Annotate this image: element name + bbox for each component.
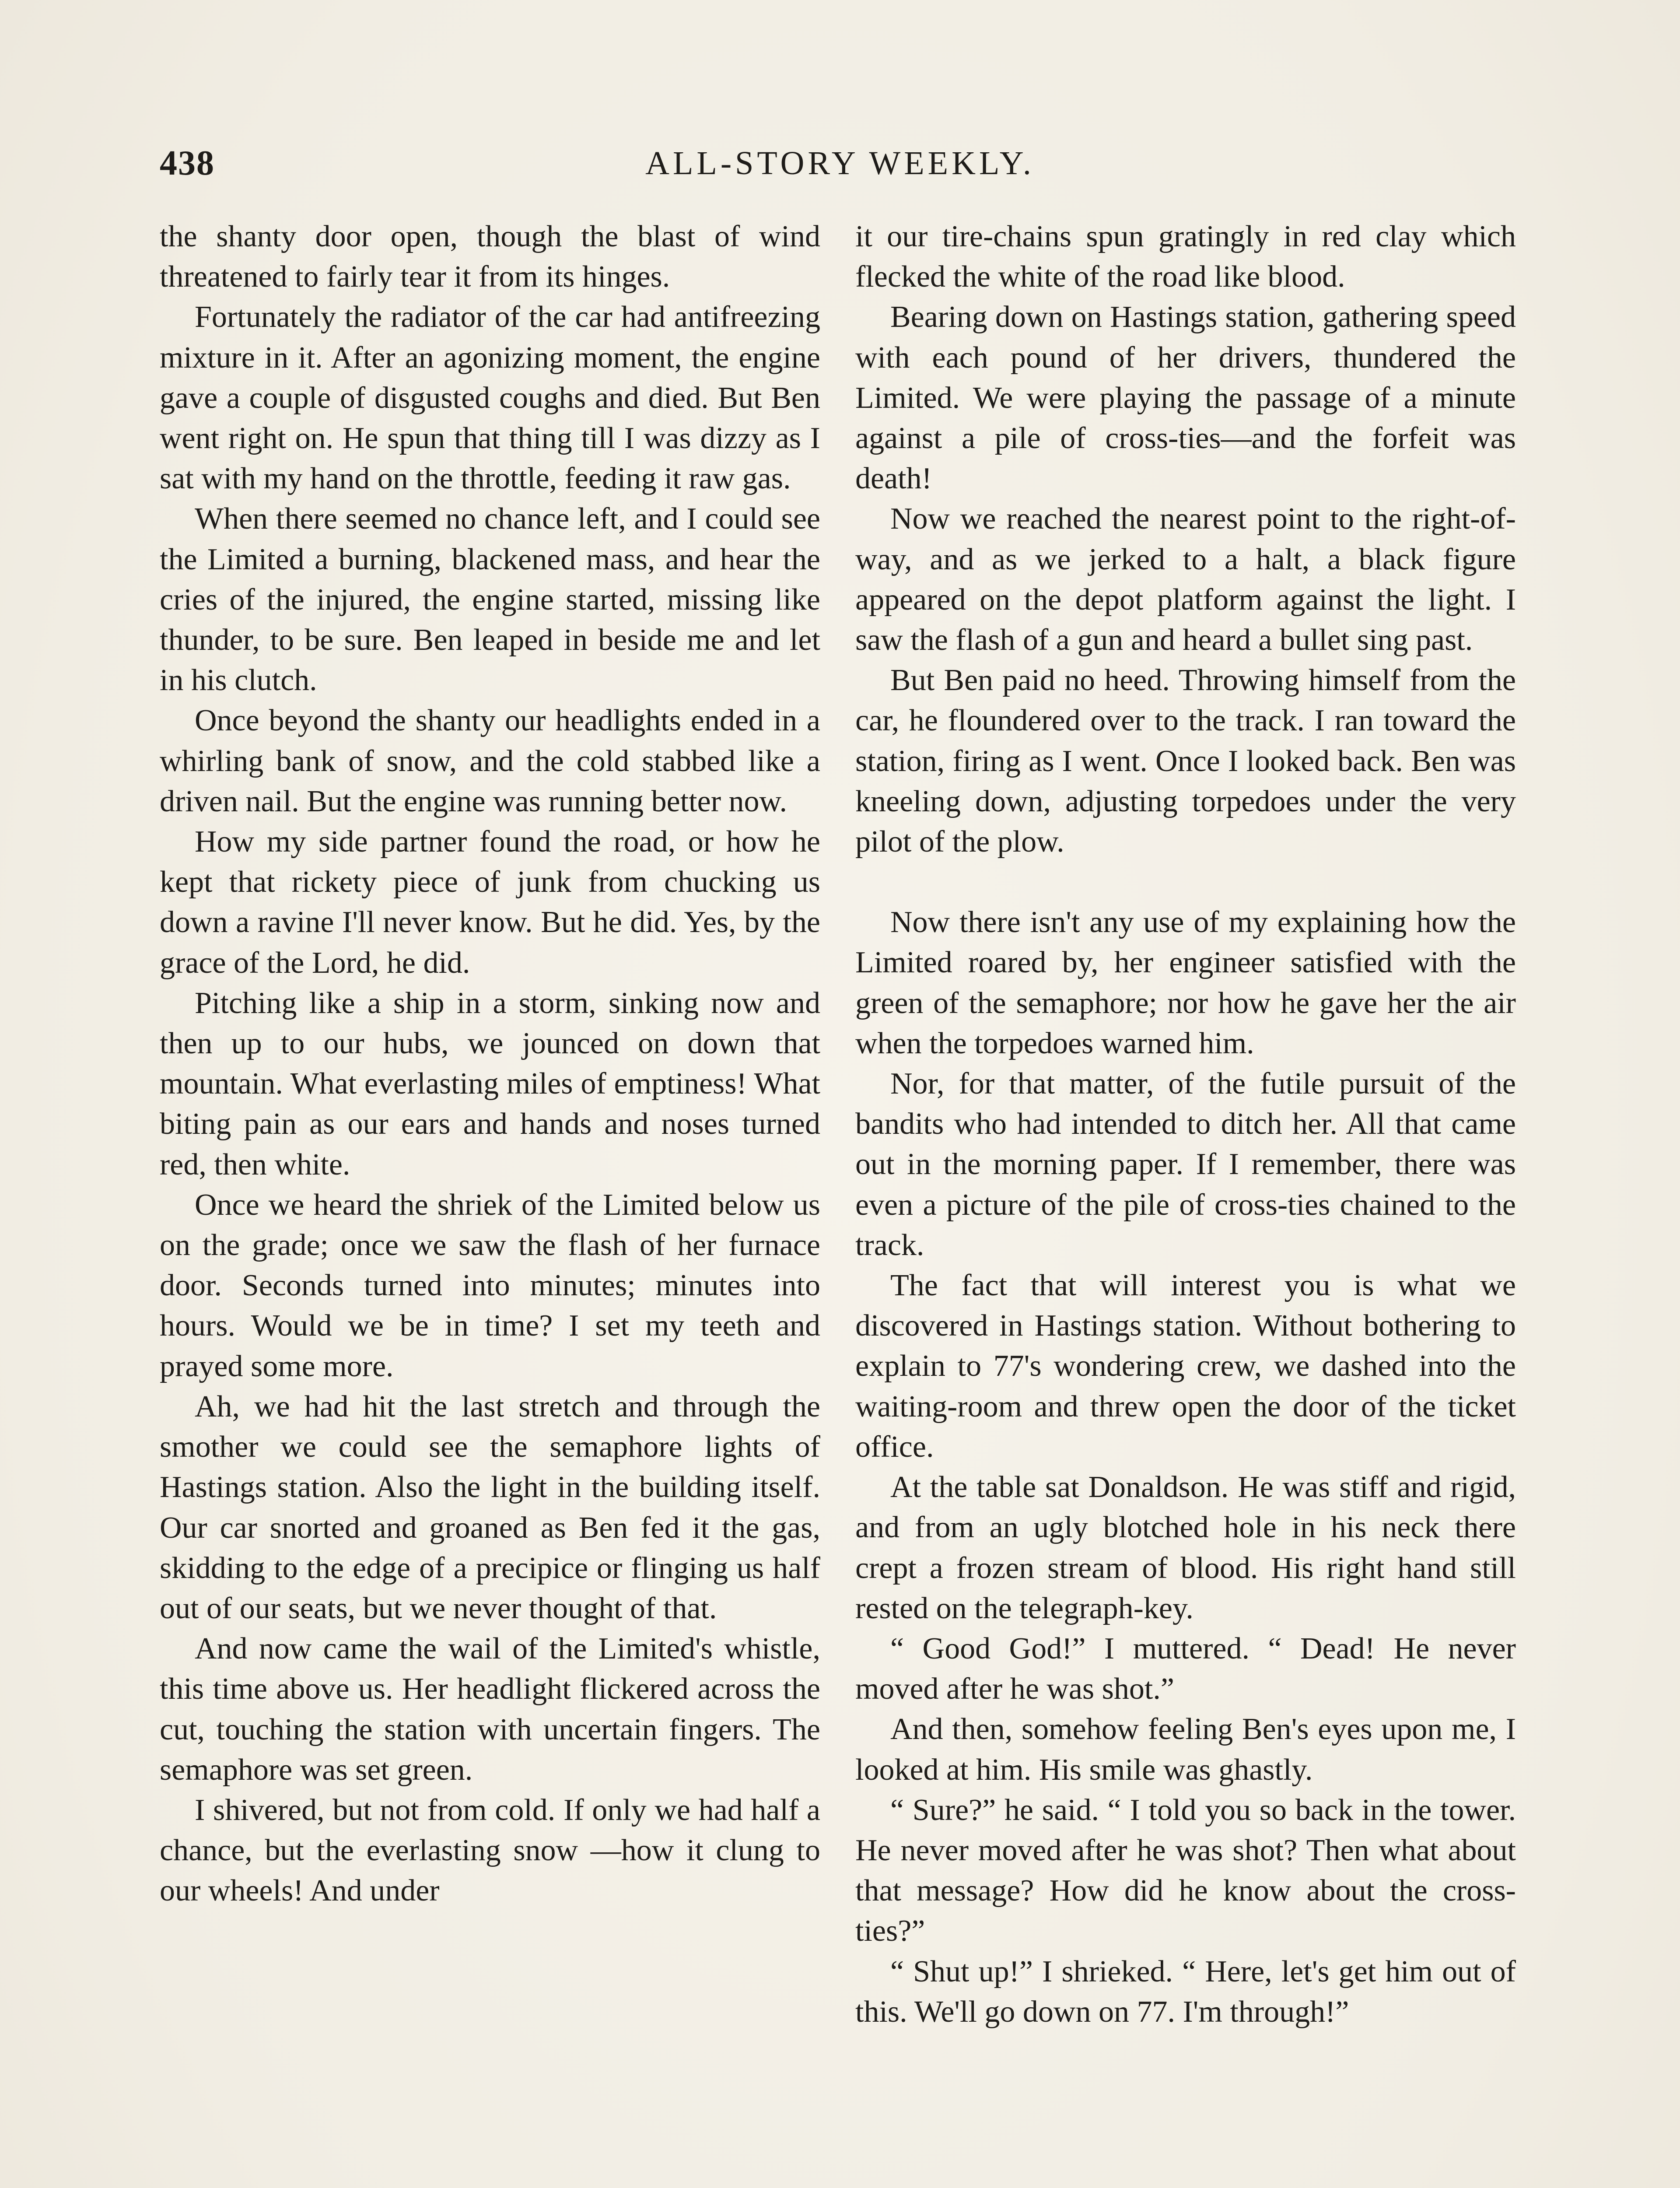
paragraph: “ Good God!” I muttered. “ Dead! He never moved after he was shot.” (855, 1631, 1516, 1706)
paragraph: “ Shut up!” I shrieked. “ Here, let's get him out of this. We'll go down on 77. I'm through!” (855, 1954, 1516, 2029)
paragraph: Ah, we had hit the last stretch and through the smother we could see the semaphore lights of Hastings station. Also the light in the building itself. Our car snorted and groaned as Ben fed it the gas, skidding to the edge of a precipice or flinging us half out of our seats, but we never thought of that. (160, 1389, 820, 1625)
paragraph: Now there isn't any use of my explaining how the Limited roared by, her engineer satisfied with the green of the semaphore; nor how he gave her the air when the torpedoes warned him. (855, 905, 1516, 1060)
paragraph: And then, somehow feeling Ben's eyes upon me, I looked at him. His smile was ghastly. (855, 1712, 1516, 1787)
paragraph: it our tire-chains spun gratingly in red clay which flecked the white of the road like blood. (855, 220, 1516, 294)
page-header (160, 139, 1520, 187)
paragraph: Bearing down on Hastings station, gathering speed with each pound of her drivers, thundered the Limited. We were playing the passage of a minute against a pile of cross-ties—and the forfeit was death! (855, 300, 1516, 496)
paragraph: Once we heard the shriek of the Limited below us on the grade; once we saw the flash of her furnace door. Seconds turned into minutes; minutes into hours. Would we be in time? I set my teeth and prayed some more. (160, 1188, 820, 1383)
paragraph: The fact that will interest you is what we discovered in Hastings station. Without bothering to explain to 77's wondering crew, we dashed into the waiting-room and threw open the door of the ticket office. (855, 1269, 1516, 1464)
paragraph: How my side partner found the road, or how he kept that rickety piece of junk from chucking us down a ravine I'll never know. But he did. Yes, by the grace of the Lord, he did. (160, 825, 820, 980)
paragraph: “ Sure?” he said. “ I told you so back in the tower. He never moved after he was shot? Then what about that message? How did he know about the cross-ties?” (855, 1793, 1516, 1948)
page-number: 438 (160, 144, 215, 182)
paragraph: Fortunately the radiator of the car had antifreezing mixture in it. After an agonizing moment, the engine gave a couple of disgusted coughs and died. But Ben went right on. He spun that thing till I was dizzy as I sat with my hand on the throttle, feeding it raw gas. (160, 300, 820, 496)
paragraph: I shivered, but not from cold. If only we had half a chance, but the everlasting snow —how it clung to our wheels! And under (160, 1793, 820, 1908)
paragraph: When there seemed no chance left, and I could see the Limited a burning, blackened mass, and hear the cries of the injured, the engine started, missing like thunder, to be sure. Ben leaped in beside me and let in his clutch. (160, 502, 820, 698)
paragraph: And now came the wail of the Limited's whistle, this time above us. Her headlight flickered across the cut, touching the station with uncertain fingers. The semaphore was set green. (160, 1632, 820, 1787)
paragraph: the shanty door open, though the blast of wind threatened to fairly tear it from its hinges. (160, 220, 820, 294)
paragraph: Nor, for that matter, of the futile pursuit of the bandits who had intended to ditch her. All that came out in the morning paper. If I remember, there was even a picture of the pile of cross-ties chained to the track. (855, 1067, 1516, 1262)
paragraph: Pitching like a ship in a storm, sinking now and then up to our hubs, we jounced on down that mountain. What everlasting miles of emptiness! What biting pain as our ears and hands and noses turned red, then white. (160, 986, 820, 1182)
paragraph: At the table sat Donaldson. He was stiff and rigid, and from an ugly blotched hole in his neck there crept a frozen stream of blood. His right hand still rested on the telegraph-key. (855, 1470, 1516, 1625)
section-break (855, 862, 1516, 902)
right-column (855, 217, 1516, 2032)
paragraph: But Ben paid no heed. Throwing himself from the car, he floundered over to the track. I ran toward the station, firing as I went. Once I looked back. Ben was kneeling down, adjusting torpedoes under the very pilot of the plow. (855, 663, 1516, 859)
left-column (160, 217, 820, 1911)
paragraph: Now we reached the nearest point to the right-of-way, and as we jerked to a halt, a black figure appeared on the depot platform against the light. I saw the flash of a gun and heard a bullet sing past. (855, 502, 1516, 657)
running-head: ALL-STORY WEEKLY. (645, 145, 1035, 182)
paragraph: Once beyond the shanty our headlights ended in a whirling bank of snow, and the cold stabbed like a driven nail. But the engine was running better now. (160, 704, 820, 818)
